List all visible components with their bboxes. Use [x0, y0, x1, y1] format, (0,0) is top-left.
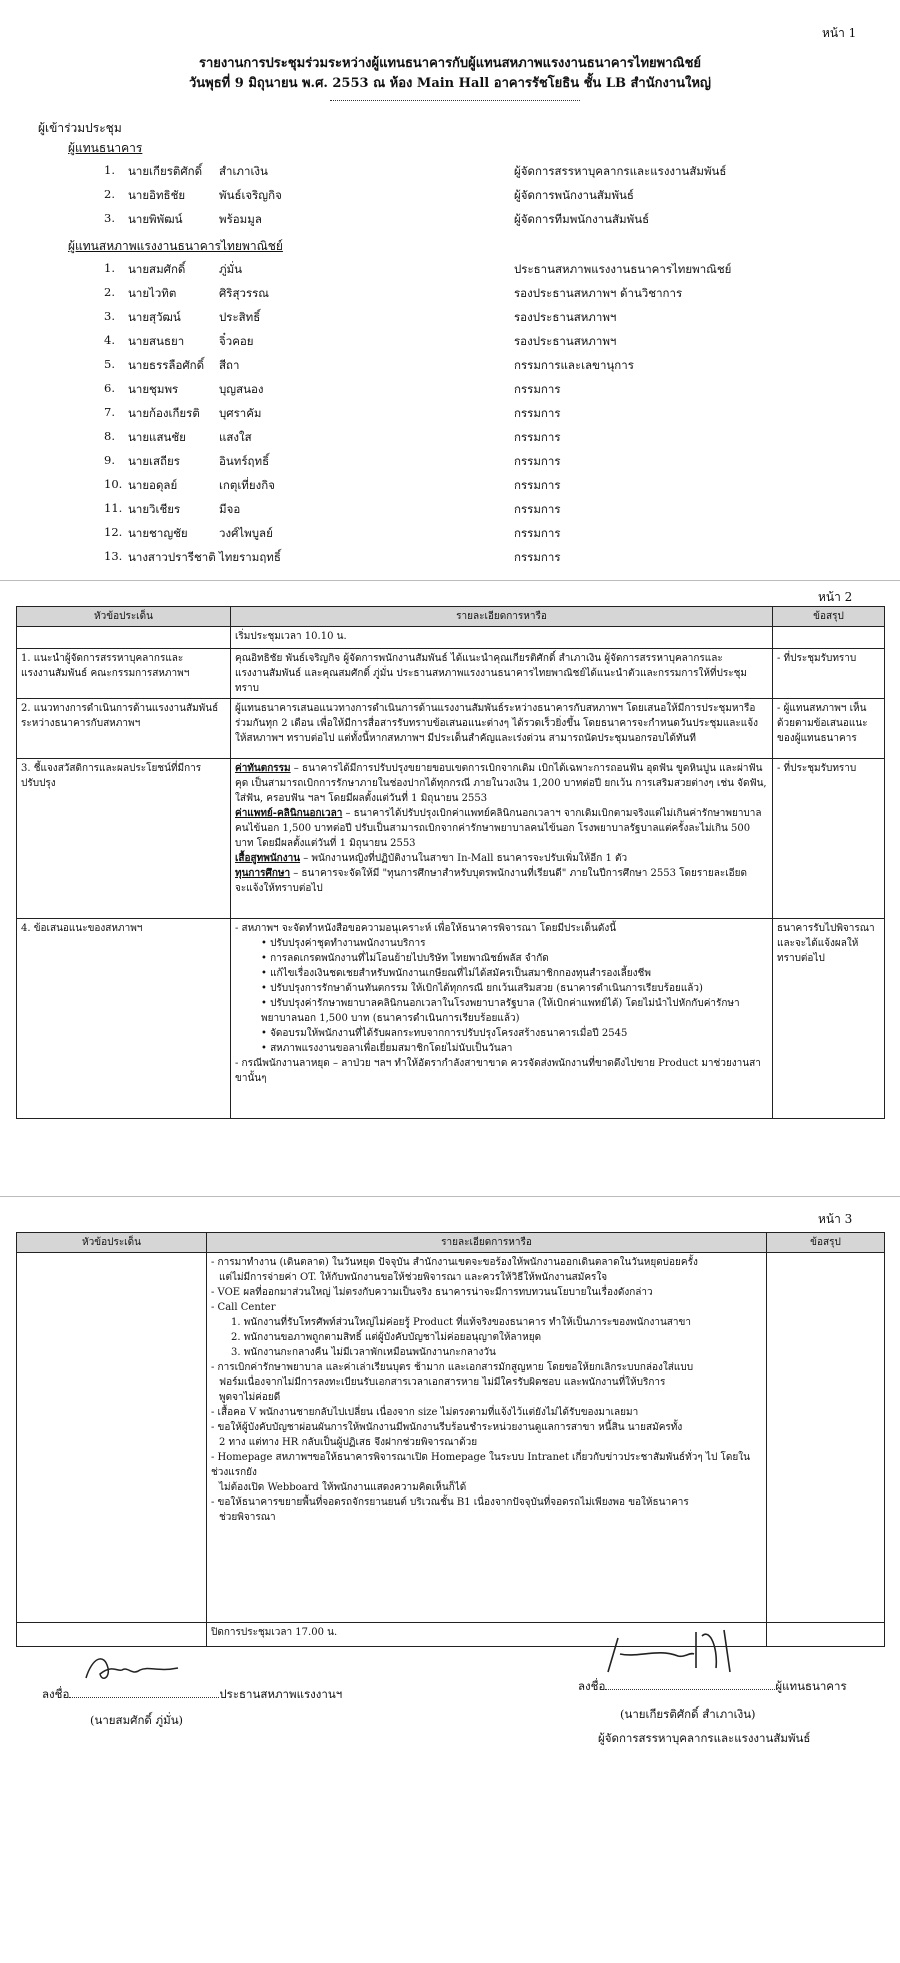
report-title: รายงานการประชุมร่วมระหว่างผู้แทนธนาคารกับผู้แทนสหภาพแรงงานธนาคารไทยพาณิชย์ — [198, 56, 702, 71]
detail-line: 2. พนักงานขอภาพถูกตามสิทธิ์ แต่ผู้บังคับบัญชาไม่ค่อยอนุญาตให้ลาหยุด — [231, 1332, 542, 1343]
attendee-row: 3. นายสุวัฒน์ ประสิทธิ์ รองประธานสหภาพฯ — [104, 309, 617, 324]
attendee-row: 6. นายชุมพร บุญสนอง กรรมการ — [104, 381, 561, 396]
detail-line: 1. พนักงานที่รับโทรศัพท์ส่วนใหญ่ไม่ค่อยรู้ Product ที่แท้จริงของธนาคาร ทำให้เป็นภาระของพนักงานสาขา — [231, 1317, 691, 1328]
summary-cell: - ที่ประชุมรับทราบ — [773, 649, 885, 699]
attendee-row: 11. นายวิเชียร มีจอ กรรมการ — [104, 501, 561, 516]
column-header-topic: หัวข้อประเด็น — [17, 1233, 207, 1253]
details-cell — [207, 1253, 767, 1623]
topic-cell: 4. ข้อเสนอแนะของสหภาพฯ — [17, 919, 231, 1119]
suggestion-bullet: • จัดอบรมให้พนักงานที่ได้รับผลกระทบจากการปรับปรุงโครงสร้างธนาคารเมื่อปี 2545 — [261, 1028, 628, 1039]
attendee-row: 9. นายเสถียร อินทร์ฤทธิ์ กรรมการ — [104, 453, 561, 468]
suggestion-bullet: • การลดเกรดพนักงานที่ไม่โอนย้ายไปบริษัท ไทยพาณิชย์พลัส จำกัด — [261, 953, 549, 964]
attendee-row: 2. นายไวทิต ศิริสุวรรณ รองประธานสหภาพฯ ด้านวิชาการ — [104, 285, 683, 300]
attendee-row: 12. นายชาญชัย วงศ์ไพบูลย์ กรรมการ — [104, 525, 561, 540]
suggestion-bullet: • สหภาพแรงงานขอลาเพื่อเยี่ยมสมาชิกโดยไม่นับเป็นวันลา — [261, 1043, 513, 1054]
attendee-row: 10. นายอดุลย์ เกตุเที่ยงกิจ กรรมการ — [104, 477, 561, 492]
table-header-row — [17, 607, 885, 627]
detail-line: - Call Center — [211, 1302, 276, 1313]
detail-line: - การมาทำงาน (เดินตลาด) ในวันหยุด ปัจจุบัน สำนักงานเขตจะขอร้องให้พนักงานออกเดินตลาดในวันหยุดบ่อยครั้ง — [211, 1257, 698, 1268]
table-row — [17, 699, 885, 759]
details-cell — [231, 919, 773, 1119]
attendee-row: 13. นางสาวปรารีชาติ ไทยรามฤทธิ์ กรรมการ — [104, 549, 561, 564]
detail-line: - ขอให้ผู้บังคับบัญชาผ่อนผันการให้พนักงานมีพนักงานรีบร้อนชำระหน่วยงานดูแลการสาขา หนี้สิน นายสมัครทั้ง — [211, 1422, 683, 1433]
page-number: หน้า 3 — [818, 1212, 853, 1226]
details-cell: คุณอิทธิชัย พันธ์เจริญกิจ ผู้จัดการพนักงานสัมพันธ์ ได้แนะนำคุณเกียรติศักดิ์ สำเภาเงิน ผู้จัดการสรรหาบุคลากรและแรงงานสัมพันธ์ และคุณสมศักดิ์ ภู่มั่น ประธานสหภาพแรงงานธนาคารไทยพาณิชย์ได้แนะนำตัวและกรรมการให้ที่ประชุมทราบ — [231, 649, 773, 699]
benefit-item: เสื้อสูทพนักงาน – พนักงานหญิงที่ปฏิบัติงานในสาขา In-Mall ธนาคารจะปรับเพิ่มให้อีก 1 ตัว — [235, 853, 628, 864]
attendee-row: 4. นายสนธยา จิ๋วคอย รองประธานสหภาพฯ — [104, 333, 617, 348]
attendee-row: 8. นายแสนชัย แสงใส กรรมการ — [104, 429, 561, 444]
detail-line: - ขอให้ธนาคารขยายพื้นที่จอดรถจักรยานยนต์ บริเวณชั้น B1 เนื่องจากปัจจุบันที่จอดรถไม่เพียงพอ ขอให้ธนาคาร — [211, 1497, 689, 1508]
attendee-row: 2. นายอิทธิชัย พันธ์เจริญกิจ ผู้จัดการพนักงานสัมพันธ์ — [104, 187, 634, 202]
column-header-details: รายละเอียดการหารือ — [231, 607, 773, 627]
page-number: หน้า 2 — [818, 590, 853, 604]
detail-line: - เสื้อคอ V พนักงานชายกลับไปเปลี่ยน เนื่องจาก size ไม่ตรงตามที่แจ้งไว้แต่ยังไม่ได้รับของมาเลยมา — [211, 1407, 639, 1418]
bank-reps-heading: ผู้แทนธนาคาร — [68, 141, 143, 155]
topic-cell: 1. แนะนำผู้จัดการสรรหาบุคลากรและแรงงานสัมพันธ์ คณะกรรมการสหภาพฯ — [17, 649, 231, 699]
detail-line: - VOE ผลที่ออกมาส่วนใหญ่ ไม่ตรงกับความเป็นจริง ธนาคารน่าจะมีการทบทวนนโยบายในเรื่องดังกล่าว — [211, 1287, 653, 1298]
detail-line: แต่ไม่มีการจ่ายค่า OT. ให้กับพนักงานขอให้ช่วยพิจารณา และควรให้วิธีให้พนักงานสมัครใจ — [219, 1272, 608, 1283]
suggestion-bullet: • ปรับปรุงการรักษาด้านทันตกรรม ให้เบิกได้ทุกกรณี ยกเว้นเสริมสวย (ธนาคารดำเนินการเรียบร้อยแล้ว) — [261, 983, 703, 994]
table-row — [17, 1253, 885, 1623]
column-header-topic: หัวข้อประเด็น — [17, 607, 231, 627]
table-row — [17, 649, 885, 699]
right-signature-icon — [598, 1628, 798, 1678]
minutes-table — [16, 606, 885, 1119]
table-row — [17, 919, 885, 1119]
summary-cell: ธนาคารรับไปพิจารณาและจะได้แจ้งผลให้ทราบต่อไป — [773, 919, 885, 1119]
topic-cell: 2. แนวทางการดำเนินการด้านแรงงานสัมพันธ์ระหว่างธนาคารกับสหภาพฯ — [17, 699, 231, 759]
attendee-row: 3. นายพิพัฒน์ พร้อมมูล ผู้จัดการทีมพนักงานสัมพันธ์ — [104, 211, 650, 226]
detail-line: ช่วยพิจารณา — [219, 1512, 276, 1523]
benefit-item: ทุนการศึกษา – ธนาคารจะจัดให้มี "ทุนการศึกษาสำหรับบุตรพนักงานที่เรียนดี" ภายในปีการศึกษา 2553 โดยรายละเอียดจะแจ้งให้ทราบต่อไป — [235, 868, 748, 894]
page-separator — [0, 580, 900, 581]
summary-cell: - ผู้แทนสหภาพฯ เห็นด้วยตามข้อเสนอแนะของผู้แทนธนาคาร — [773, 699, 885, 759]
detail-line: พูดจาไม่ค่อยดี — [219, 1392, 281, 1403]
summary-cell: - ที่ประชุมรับทราบ — [773, 759, 885, 919]
right-signature-block: ลงชื่อ ผู้แทนธนาคาร — [578, 1679, 847, 1693]
suggestion-bullet: • ปรับปรุงค่าชุดทำงานพนักงานบริการ — [261, 938, 426, 949]
attendee-row: 1. นายเกียรติศักดิ์ สำเภาเงิน ผู้จัดการสรรหาบุคลากรและแรงงานสัมพันธ์ — [104, 163, 727, 178]
page-separator — [0, 1196, 900, 1197]
left-signer-name: (นายสมศักดิ์ ภู่มั่น) — [90, 1713, 184, 1727]
detail-line: - Homepage สหภาพฯขอให้ธนาคารพิจารณาเปิด Homepage ในระบบ Intranet เกี่ยวกับข่าวประชาสัมพันธ์ทั่วๆ ไป โดยในช่วงแรกยัง — [211, 1452, 750, 1478]
detail-line: ไม่ต้องเปิด Webboard ให้พนักงานแสดงความคิดเห็นก็ได้ — [219, 1482, 467, 1493]
table-row — [17, 627, 885, 649]
left-signature-icon — [82, 1648, 192, 1688]
column-header-details: รายละเอียดการหารือ — [207, 1233, 767, 1253]
left-signature-block: ลงชื่อ ประธานสหภาพแรงงานฯ — [42, 1687, 343, 1701]
details-cell — [231, 759, 773, 919]
attendee-row: 7. นายก้องเกียรติ บุศราคัม กรรมการ — [104, 405, 561, 420]
attendee-row: 5. นายธรรลือศักดิ์ สีถา กรรมการและเลขานุการ — [104, 357, 634, 372]
suggestion-intro: - สหภาพฯ จะจัดทำหนังสือขอความอนุเคราะห์ เพื่อให้ธนาคารพิจารณา โดยมีประเด็นดังนี้ — [235, 923, 617, 934]
right-signer-name: (นายเกียรติศักดิ์ สำเภาเงิน) — [620, 1707, 756, 1721]
attendee-row: 1. นายสมศักดิ์ ภู่มั่น ประธานสหภาพแรงงานธนาคารไทยพาณิชย์ — [104, 261, 732, 276]
suggestion-outro: - กรณีพนักงานลาหยุด – ลาป่วย ฯลฯ ทำให้อัตรากำลังสาขาขาด ควรจัดส่งพนักงานที่ขาดดึงไปขาย Product มาช่วยงานสาขานั้นๆ — [235, 1058, 761, 1084]
report-subtitle: วันพุธที่ 9 มิถุนายน พ.ศ. 2553 ณ ห้อง Main Hall อาคารรัชโยธิน ชั้น LB สำนักงานใหญ่ — [188, 76, 712, 91]
benefit-item: ค่าแพทย์-คลินิกนอกเวลา – ธนาคารได้ปรับปรุงเบิกค่าแพทย์คลินิกนอกเวลาฯ จากเดิมเบิกตามจริงแต่ไม่เกินค่ารักษาพยาบาลคนไข้นอก 1,500 บาทต่อปี ปรับเป็นสามารถเบิกจากค่ารักษาพยาบาลคนไข้นอก โรงพยาบาลรัฐบาลแต่ครั้งละไม่เกิน 500 บาท โดยมีผลตั้งแต่วันที่ 1 มิถุนายน 2553 — [235, 808, 762, 849]
suggestion-bullet: • ปรับปรุงค่ารักษาพยาบาลคลินิกนอกเวลาในโรงพยาบาลรัฐบาล (ให้เบิกค่าแพทย์ได้) โดยไม่นำไปหักกับค่ารักษาพยาบาลนอก 1,500 บาท (ธนาคารดำเนินการเรียบร้อยแล้ว) — [261, 998, 740, 1024]
title-underline — [330, 100, 580, 101]
start-time: เริ่มประชุมเวลา 10.10 น. — [231, 627, 773, 649]
detail-line: 3. พนักงานกะกลางคืน ไม่มีเวลาพักเหมือนพนักงานกะกลางวัน — [231, 1347, 496, 1358]
detail-line: 2 ทาง แต่ทาง HR กลับเป็นผู้ปฏิเสธ จึงฝากช่วยพิจารณาด้วย — [219, 1437, 478, 1448]
table-header-row — [17, 1233, 885, 1253]
right-signer-position: ผู้จัดการสรรหาบุคลากรและแรงงานสัมพันธ์ — [598, 1731, 811, 1745]
benefit-item: ค่าทันตกรรม – ธนาคารได้มีการปรับปรุงขยายขอบเขตการเบิกจากเดิม เบิกได้เฉพาะการถอนฟัน อุดฟัน ขูดหินปูน และผ่าฟันคุด เป็นสามารถเบิกการรักษาภายในช่องปากได้ทุกกรณี ภายในวงเงิน 1,200 บาทต่อปี ยกเว้น การเสริมสวยต่างๆ เช่น จัดฟัน, ใส่ฟัน, ครอบฟัน ฯลฯ โดยมีผลตั้งแต่วันที่ 1 มิถุนายน 2553 — [235, 763, 767, 804]
end-time: ปิดการประชุมเวลา 17.00 น. — [207, 1623, 767, 1647]
column-header-summary: ข้อสรุป — [773, 607, 885, 627]
column-header-summary: ข้อสรุป — [767, 1233, 885, 1253]
detail-line: ฟอร์มเนื่องจากไม่มีการลงทะเบียนรับเอกสารเวลาเอกสารหาย ไม่มีใครรับผิดชอบ และพนักงานที่ให้บริการ — [219, 1377, 666, 1388]
attendees-heading: ผู้เข้าร่วมประชุม — [38, 121, 122, 135]
page-number: หน้า 1 — [822, 26, 857, 40]
suggestion-bullet: • แก้ไขเรื่องเงินชดเชยสำหรับพนักงานเกษียณที่ไม่ได้สมัครเป็นสมาชิกกองทุนสำรองเลี้ยงชีพ — [261, 968, 651, 979]
details-cell: ผู้แทนธนาคารเสนอแนวทางการดำเนินการด้านแรงงานสัมพันธ์ระหว่างธนาคารกับสหภาพฯ โดยเสนอให้มีการประชุมหารือร่วมกันทุก 2 เดือน เพื่อให้มีการสื่อสารรับทราบข้อเสนอแนะต่างๆ ได้รวดเร็วยิ่งขึ้น โดยธนาคารจะกำหนดวันประชุมและแจ้งให้สหภาพฯ ทราบต่อไป แต่ทั้งนี้หากสหภาพฯ มีประเด็นสำคัญและเร่งด่วน สามารถนัดประชุมนอกรอบได้ทันที — [231, 699, 773, 759]
table-row — [17, 759, 885, 919]
topic-cell: 3. ชี้แจงสวัสดิการและผลประโยชน์ที่มีการปรับปรุง — [17, 759, 231, 919]
union-reps-heading: ผู้แทนสหภาพแรงงานธนาคารไทยพาณิชย์ — [68, 239, 283, 253]
minutes-table — [16, 1232, 885, 1647]
detail-line: - การเบิกค่ารักษาพยาบาล และค่าเล่าเรียนบุตร ช้ามาก และเอกสารมักสูญหาย โดยขอให้ยกเลิกระบบกล่องใส่แบบ — [211, 1362, 694, 1373]
